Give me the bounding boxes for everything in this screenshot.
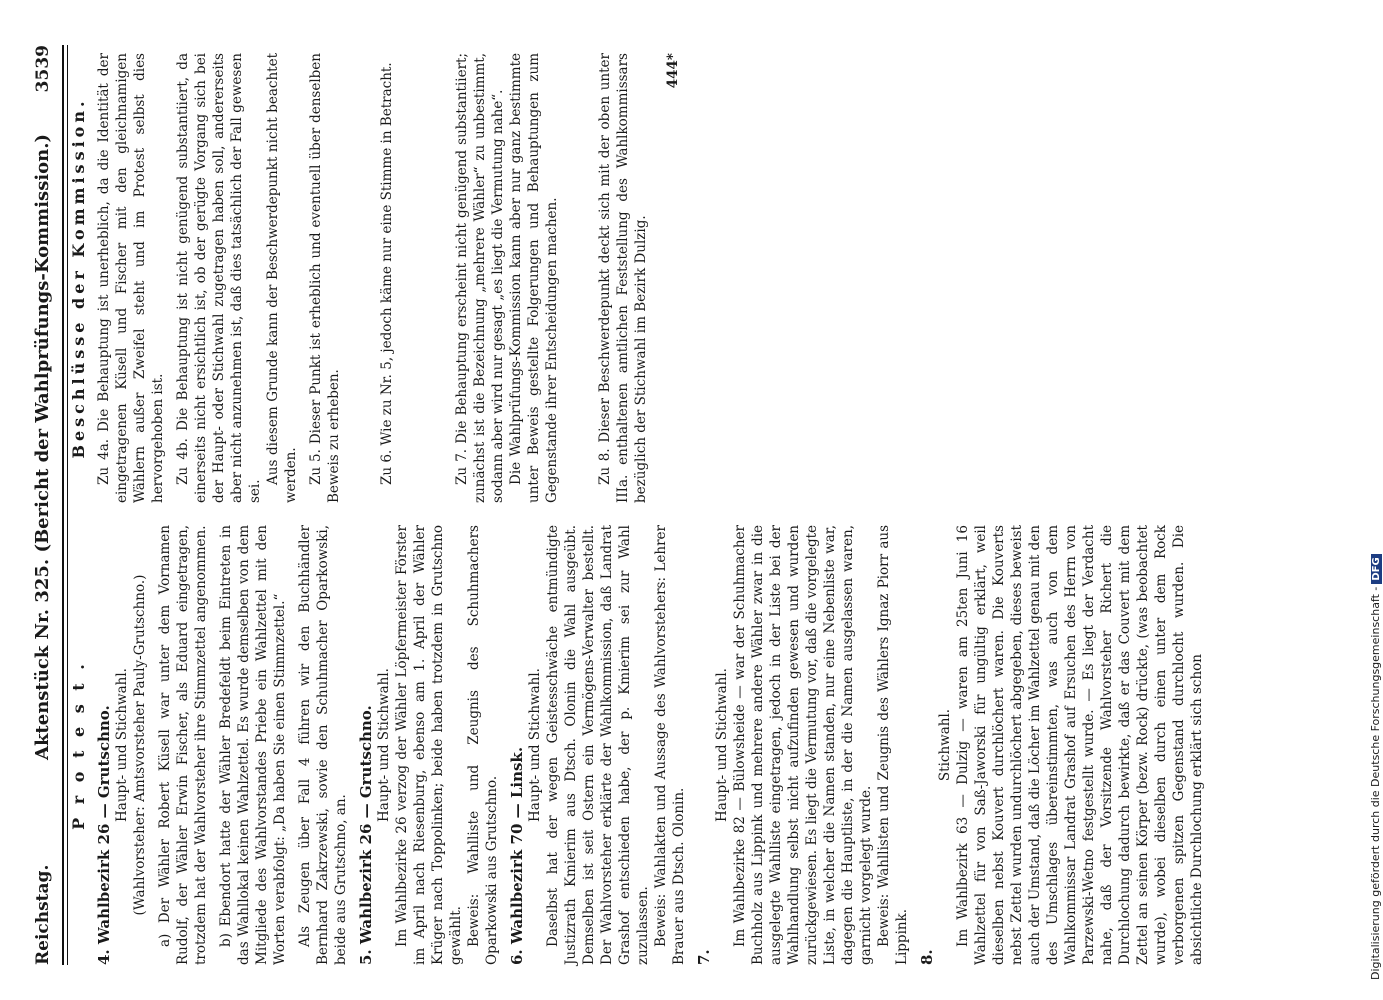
decision-4b-conclusion: Aus diesem Grunde kann der Beschwerdepunkt nicht beachtet werden. [265, 53, 299, 503]
section-6-heading: 6. Wahlbezirk 70 — Linsk. [508, 746, 526, 965]
decision-4a: Zu 4a. Die Behauptung ist unerheblich, da die Identität der eingetragenen Küsell und Fischer mit den gleichnamigen Wählern außer Zweifel steht und im Protest selbst dies hervorgehoben ist. [96, 53, 166, 503]
section-5-sub: Haupt- und Stichwahl. [376, 668, 392, 822]
decision-6: Zu 6. Wie zu Nr. 5, jedoch käme nur eine Stimme in Betracht. [379, 62, 395, 485]
decisions-column [70, 53, 682, 503]
section-7-proof: Beweis: Wahllisten und Zeugnis des Wählers Ignaz Piorr aus Lippink. [876, 525, 910, 965]
decision-5: Zu 5. Dieser Punkt ist erheblich und eventuell über denselben Beweis zu erheben. [308, 53, 342, 503]
section-6-proof: Beweis: Wahlakten und Aussage des Wahlvorstehers: Lehrer Brauer aus Dtsch. Olonin. [653, 525, 687, 965]
section-5-text: Im Wahlbezirke 26 verzog der Wähler Löpfermeister Förster im April nach Riesenburg, ebenso am 1. April der Wähler Krüger nach Toppolinken; beide haben trotzdem in Grutschno gewählt. [394, 525, 464, 965]
section-7-text: Im Wahlbezirke 82 — Bülowsheide — war der Schuhmacher Buchholz aus Lippink und mehrere andere Wähler zwar in die ausgelegte Wahlliste eingetragen, jedoch in der Liste bei der Wahlhandlung selbst nicht aufzufinden gewesen und wurden zurückgewiesen. Es liegt die Vermutung vor, daß die vorgelegte Liste, in welcher die Namen standen, nur eine Nebenliste war, dagegen die Hauptliste, in der die Namen ausgelassen waren, garnicht vorgelegt wurde. [732, 525, 874, 965]
sheet-signature-mark: 444* [665, 53, 681, 89]
page-number: 3539 [33, 45, 53, 93]
digitization-credit [1369, 0, 1382, 980]
page-header [30, 45, 60, 965]
decisions-title: Beschlüsse der Kommission. [69, 97, 88, 459]
section-4-witnesses: Als Zeugen über Fall 4 führen wir den Buchhändler Bernhard Zakrzewski, sowie den Schuhmacher Oparkowski, beide aus Grutschno, an. [297, 525, 349, 965]
decision-8: Zu 8. Dieser Beschwerdepunkt deckt sich mit der oben unter IIIa. enthaltenen amtlichen Feststellung des Wahlkommissars bezüglich der Stichwahl im Bezirk Dulzig. [597, 53, 649, 503]
section-4-heading: 4. Wahlbezirk 26 — Grutschno. [95, 705, 113, 965]
section-5-heading: 5. Wahlbezirk 26 — Grutschno. [357, 705, 375, 965]
section-4-a: a) Der Wähler Robert Küsell war unter dem Vornamen Rudolf, der Wähler Erwin Fischer, als Eduard eingetragen, trotzdem hat der Wahlvorsteher ihre Stimmzettel angenommen. [157, 525, 209, 965]
rotated-document-page [30, 45, 1340, 965]
decision-7: Zu 7. Die Behauptung erscheint nicht genügend substantiiert; zunächst ist die Bezeichnung „mehrere Wähler“ zu unbestimmt, sodann aber wird nur gesagt „es liegt die Vermutung nahe“. [454, 53, 506, 503]
dfg-logo: DFG [1371, 554, 1382, 583]
section-6-sub: Haupt- und Stichwahl. [527, 668, 543, 822]
spacer [403, 53, 453, 503]
section-8-sub: Stichwahl. [937, 708, 953, 782]
section-8-heading: 8. [918, 949, 936, 965]
protest-column [70, 525, 1206, 965]
credit-text: Digitalisierung gefördert durch die Deutsche Forschungsgemeinschaft - [1369, 586, 1382, 980]
section-7-sub: Haupt- und Stichwahl. [714, 668, 730, 822]
decision-7-continued: Die Wahlprüfungs-Kommission kann aber nur ganz bestimmte unter Beweis gestellte Folgerungen und Behauptungen zum Gegenstande ihrer Entscheidungen machen. [508, 53, 560, 503]
decision-4b: Zu 4b. Die Behauptung ist nicht genügend substantiiert, da einerseits nicht ersichtlich ist, ob der gerügte Vorgang sich bei der Haupt- oder Stichwahl zugetragen haben soll, andererseits aber nicht anzunehmen ist, daß dies tatsächlich der Fall gewesen sei. [175, 53, 263, 503]
spacer [568, 53, 596, 503]
section-4-sub: Haupt- und Stichwahl. [114, 668, 130, 822]
header-center: Aktenstück Nr. 325. (Bericht der Wahlprüfungs-Kommission.) [32, 133, 53, 760]
header-left: Reichstag. [33, 864, 53, 965]
section-8-text: Im Wahlbezirk 63 — Dulzig — waren am 25ten Juni 16 Wahlzettel für von Saß-Jaworski für ungültig erklärt, weil dieselben nebst Kouvert durchlöchert waren. Die Kouverts nebst Zettel wurden undurchlöchert abgegeben, dieses beweist auch der Umstand, daß die Löcher im Wahlzettel genau mit den des Umschlages übereinstimmten, was auch von dem Wahlkommissar Landrat Grashof auf Ersuchen des Herrn von Parzewski-Wetno festgestellt wurde. — Es liegt der Verdacht nahe, daß der Vorsitzende Wahlvorsteher Richert die Durchlochung dadurch bewirkte, daß er das Couvert mit dem Zettel an seinen Körper (bezw. Rock) drückte, (was beobachtet wurde), wobei dieselben durch einen unter dem Rock verborgenen spitzen Gegenstand durchlocht wurden. Die absichtliche Durchlochung erklärt sich schon [955, 525, 1205, 965]
spacer [350, 53, 378, 503]
section-4-b: b) Ebendort hatte der Wähler Bredefeldt beim Eintreten in das Wahllokal keinen Wahlzettel. Es wurde demselben von dem Mitgliede des Wahlvorstandes Priebe ein Wahlzettel mit den Worten verabfolgt: „Da haben Sie einen Stimmzettel.“ [218, 525, 288, 965]
section-6-text: Daselbst hat der wegen Geistesschwäche entmündigte Justizrath Kmierim aus Dtsch. Olonin die Wahl ausgeübt. Demselben ist seit Ostern ein Vermögens-Verwalter bestellt. Der Wahlvorsteher erklärte der Wahlkommission, daß Landrat Grashof entschieden habe, der p. Kmierim sei zur Wahl zuzulassen. [545, 525, 651, 965]
section-4-wahlvorsteher: (Wahlvorsteher: Amtsvorsteher Pauly-Grutschno.) [132, 574, 148, 916]
protest-title: P r o t e s t . [69, 660, 88, 830]
header-rule [62, 45, 68, 965]
section-7-heading: 7. [695, 949, 713, 965]
section-5-proof: Beweis: Wahlliste und Zeugnis des Schuhmachers Oparkowski aus Grutschno. [466, 525, 500, 965]
